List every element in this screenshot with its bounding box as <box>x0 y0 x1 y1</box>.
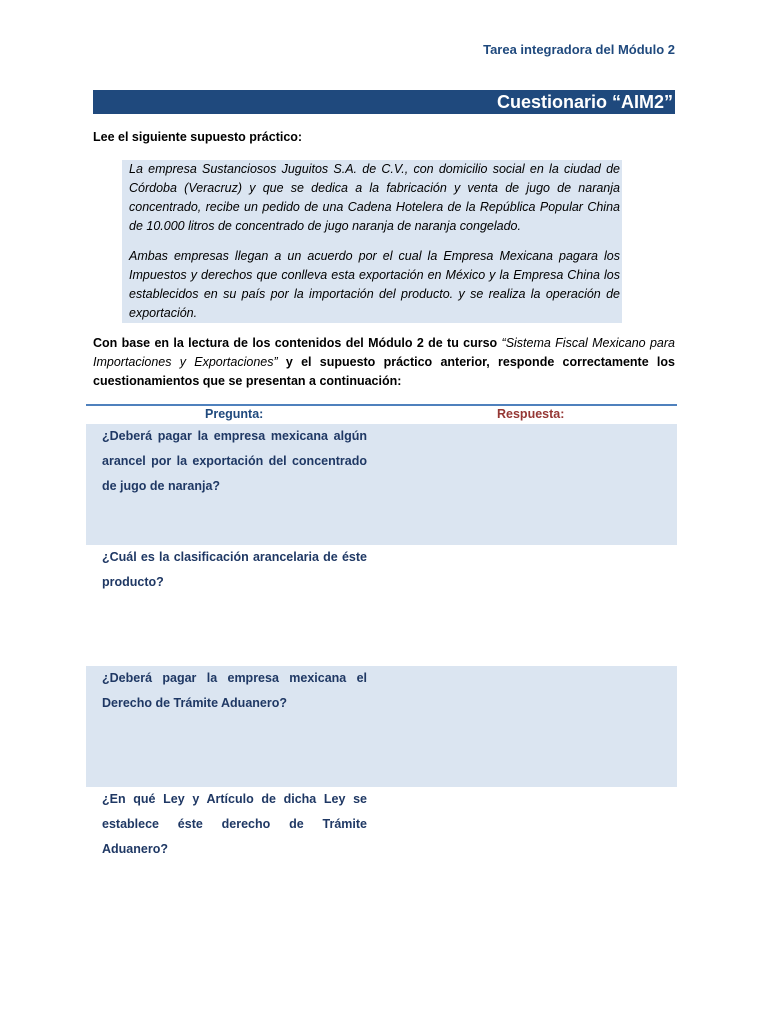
intro-text: Lee el siguiente supuesto práctico: <box>93 130 303 144</box>
question-answer-table <box>86 404 677 908</box>
instructions-after: y el supuesto práctico anterior, responde correctamente los cuestionamientos que se presentan a continuación: <box>93 355 675 388</box>
answer-cell[interactable] <box>386 424 666 545</box>
answer-cell[interactable] <box>386 666 666 787</box>
question-text: ¿Deberá pagar la empresa mexicana algún arancel por la exportación del concentrado de jugo de naranja? <box>102 429 367 493</box>
question-column-header: Pregunta: <box>205 407 264 421</box>
instructions-before: Con base en la lectura de los contenidos del Módulo 2 de tu curso <box>93 336 502 350</box>
instructions-text <box>93 334 675 391</box>
table-row <box>86 424 677 545</box>
question-text: ¿Deberá pagar la empresa mexicana el Derecho de Trámite Aduanero? <box>102 671 367 710</box>
answer-cell[interactable] <box>386 545 666 666</box>
case-paragraph-1: La empresa Sustanciosos Juguitos S.A. de C.V., con domicilio social en la ciudad de Córdoba (Veracruz) y que se dedica a la fabricación y venta de jugo de naranja concentrado, recibe un pedido de una Cadena Hotelera de la República Popular China de 10.000 litros de concentrado de jugo naranja de naranja congelado. <box>129 162 620 233</box>
answer-cell[interactable] <box>386 787 666 908</box>
table-row <box>86 666 677 787</box>
table-row <box>86 787 677 908</box>
answer-column-header: Respuesta: <box>497 407 565 421</box>
question-text: ¿En qué Ley y Artículo de dicha Ley se establece éste derecho de Trámite Aduanero? <box>102 792 367 856</box>
case-paragraph-2: Ambas empresas llegan a un acuerdo por el cual la Empresa Mexicana pagara los Impuestos y derechos que conlleva esta exportación en México y la Empresa China los establecidos en su país por la importación del producto. y se realiza la operación de exportación. <box>129 249 620 320</box>
question-text: ¿Cuál es la clasificación arancelaria de éste producto? <box>102 550 367 589</box>
questionnaire-banner <box>93 90 675 114</box>
table-header-row <box>86 404 677 424</box>
document-header-title: Tarea integradora del Módulo 2 <box>483 42 675 57</box>
case-study-box <box>122 160 622 323</box>
table-row <box>86 545 677 666</box>
banner-title: Cuestionario “AIM2” <box>496 92 673 112</box>
course-name: “Sistema Fiscal Mexicano para Importaciones y Exportaciones” <box>93 336 675 369</box>
